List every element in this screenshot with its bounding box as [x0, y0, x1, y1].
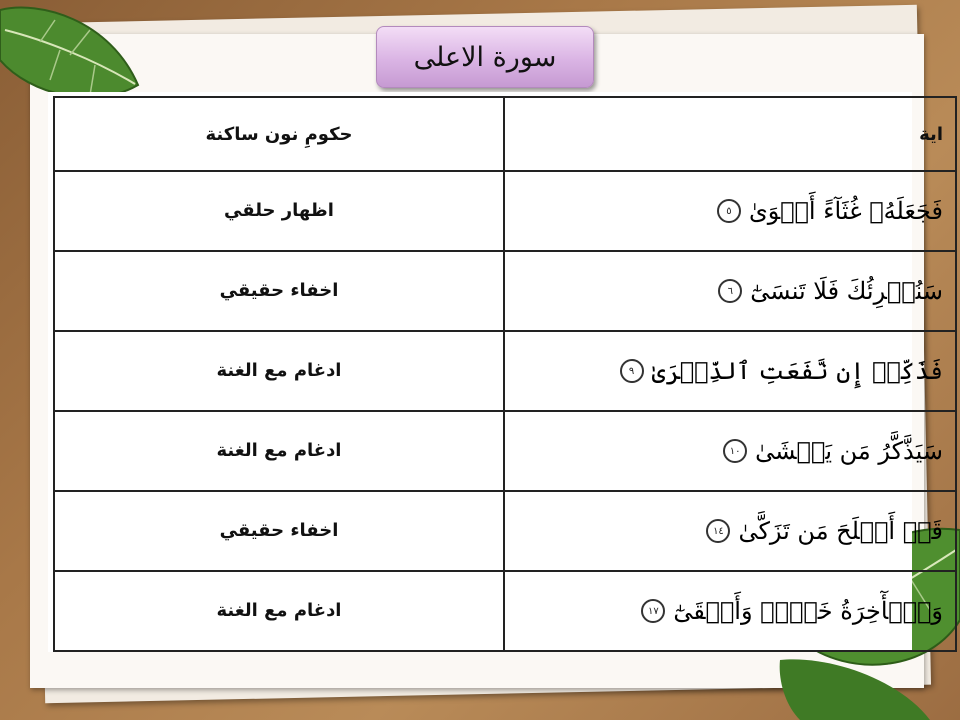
ayah-cell — [504, 251, 956, 331]
header-ayah: اية — [504, 97, 956, 171]
ayah-cell — [504, 171, 956, 251]
table-row — [54, 491, 956, 571]
ruling-cell — [54, 251, 504, 331]
ayah-end-marker-icon: ٥ — [717, 199, 741, 223]
table-header-row — [54, 97, 956, 171]
ruling-text: ادغام مع الغنة — [216, 360, 342, 381]
ayah-verse — [723, 437, 943, 465]
ruling-cell — [54, 411, 504, 491]
ayah-cell — [504, 411, 956, 491]
ruling-text: ادغام مع الغنة — [216, 440, 342, 461]
ayah-end-marker-icon: ١٤ — [706, 519, 730, 543]
ayah-end-marker-icon: ١٧ — [641, 599, 665, 623]
ruling-text: اخفاء حقيقي — [219, 520, 339, 541]
ayah-end-marker-icon: ٩ — [620, 359, 644, 383]
ruling-text: اخفاء حقيقي — [219, 280, 339, 301]
ayah-text: فَجَعَلَهُۥ غُثَآءً أَحۡوَىٰ — [748, 197, 943, 225]
ruling-cell — [54, 171, 504, 251]
ayah-verse — [717, 197, 943, 225]
ayah-text: سَيَذَّكَّرُ مَن يَخۡشَىٰ — [755, 437, 943, 465]
ayah-cell — [504, 491, 956, 571]
table-row — [54, 331, 956, 411]
tajweed-table — [53, 96, 957, 652]
slide-title: سورة الاعلى — [413, 41, 557, 73]
ayah-end-marker-icon: ١٠ — [723, 439, 747, 463]
ayah-cell — [504, 571, 956, 651]
header-ruling: حكومِ نون ساكنة — [54, 97, 504, 171]
ayah-text: فَذَكِّرۡ إِن نَّفَعَتِ ٱلذِّكۡرَىٰ — [651, 357, 943, 385]
ruling-text: اظهار حلقي — [224, 200, 334, 221]
ayah-cell — [504, 331, 956, 411]
ayah-text: وَٱلۡأٓخِرَةُ خَيۡرٞ وَأَبۡقَىٰٓ — [673, 597, 943, 625]
table-row — [54, 171, 956, 251]
ayah-end-marker-icon: ٦ — [718, 279, 742, 303]
table-row — [54, 411, 956, 491]
ruling-cell — [54, 331, 504, 411]
tajweed-table-container — [48, 92, 943, 652]
ayah-verse — [620, 357, 943, 385]
slide-title-box — [376, 26, 594, 88]
table-row — [54, 251, 956, 331]
ayah-verse — [706, 517, 943, 545]
ruling-cell — [54, 491, 504, 571]
ayah-text: قَدۡ أَفۡلَحَ مَن تَزَكَّىٰ — [738, 517, 943, 545]
ruling-cell — [54, 571, 504, 651]
ayah-text: سَنُقۡرِئُكَ فَلَا تَنسَىٰٓ — [750, 277, 943, 305]
ruling-text: ادغام مع الغنة — [216, 600, 342, 621]
ayah-verse — [718, 277, 943, 305]
ayah-verse — [641, 597, 943, 625]
table-row — [54, 571, 956, 651]
